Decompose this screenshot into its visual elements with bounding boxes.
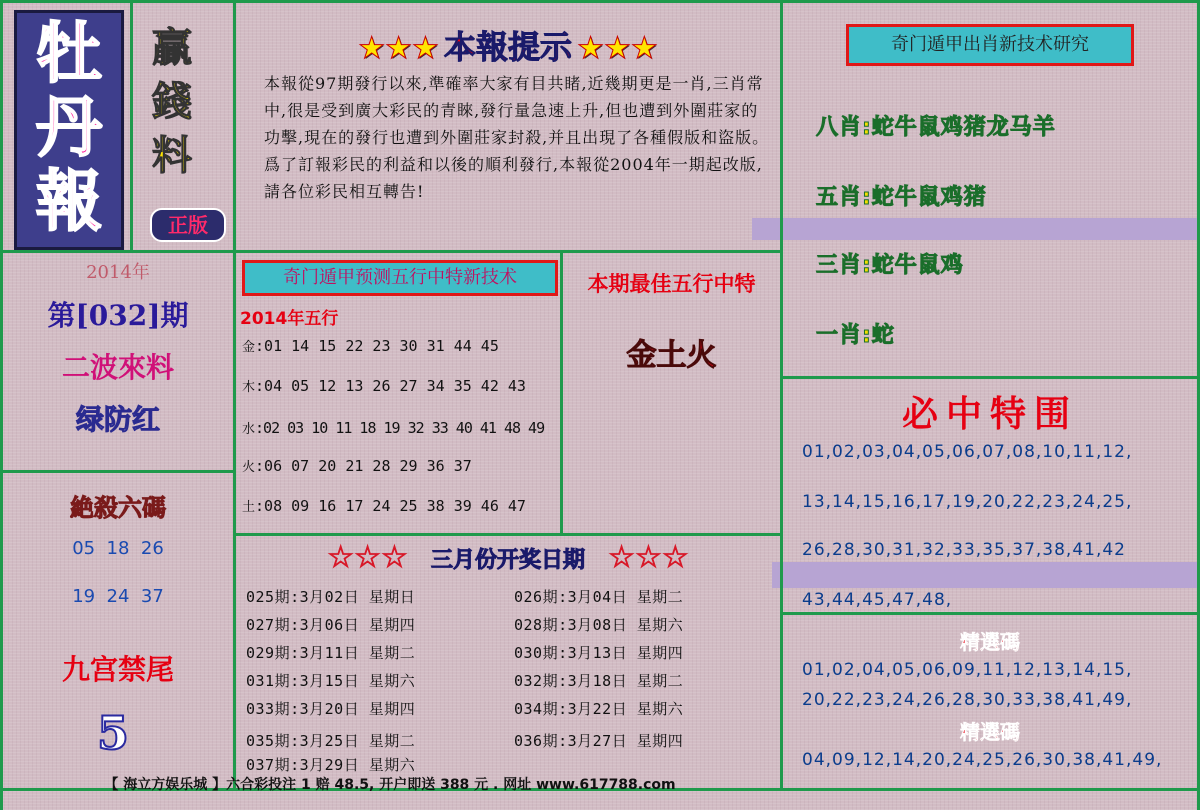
best-value: 金土火 — [626, 338, 717, 373]
schedule-title: 三月份开奖日期 — [430, 548, 585, 573]
wuxing-year-label: 2014年五行 — [240, 309, 339, 329]
special-title: 必中特围 — [901, 394, 1078, 435]
wuxing-box-label: 奇门遁甲预测五行中特新技术 — [242, 260, 558, 296]
schedule-row: 033期:3月20日 星期四 — [246, 700, 416, 718]
divider-h-left-2 — [0, 470, 236, 473]
wuxing-row-fire — [242, 456, 472, 475]
schedule-row: 026期:3月04日 星期二 — [514, 588, 684, 606]
schedule-row: 035期:3月25日 星期二 — [246, 732, 416, 750]
schedule-row: 032期:3月18日 星期二 — [514, 672, 684, 690]
schedule-row: 027期:3月06日 星期四 — [246, 616, 416, 634]
divider-h-mid-1 — [233, 250, 783, 253]
notice-stars-left: ★★★ — [358, 31, 439, 66]
masthead-side-char-2: 錢 — [152, 78, 192, 125]
notice-stars-right: ★★★ — [577, 31, 658, 66]
decor-band-right-top — [752, 218, 1200, 240]
schedule-row: 031期:3月15日 星期六 — [246, 672, 416, 690]
zodiac-eight: 八肖:蛇牛鼠鸡猪龙马羊 — [816, 115, 1056, 140]
best-title: 本期最佳五行中特 — [587, 272, 756, 296]
schedule-stars-left: ☆☆☆ — [327, 540, 408, 575]
special-row: 26,28,30,31,32,33,35,37,38,41,42 — [802, 540, 1126, 560]
tail-value: 5 — [96, 706, 129, 760]
edition-badge: 正版 — [150, 208, 226, 242]
decor-band-right-mid — [772, 562, 1200, 588]
special-row: 13,14,15,16,17,19,20,22,23,24,25, — [802, 492, 1133, 512]
kill-row-2: 19 24 37 — [72, 586, 164, 607]
schedule-row: 029期:3月11日 星期二 — [246, 644, 416, 662]
selected-row: 01,02,04,05,06,09,11,12,13,14,15, — [802, 660, 1133, 680]
tail-title: 九宫禁尾 — [61, 653, 174, 686]
notice-body: 本報從97期發行以來,準確率大家有目共睹,近幾期更是一肖,三肖常中,很是受到廣大彩民的青睞,發行量急速上升,但也遭到外圍莊家的功擊,現在的發行也遭到外圍莊家封殺,并且出現了各種假版和盜版。爲了訂報彩民的利益和以後的順利發行,本報從2004年一期起改版,請各位彩民相互轉告! — [264, 74, 770, 201]
wuxing-row-values: :08 09 16 17 24 25 38 39 46 47 — [255, 497, 526, 515]
wuxing-row-values: :06 07 20 21 28 29 36 37 — [255, 457, 472, 475]
issue-year: 2014年 — [86, 262, 150, 283]
wuxing-row-values: :04 05 12 13 26 27 34 35 42 43 — [255, 377, 526, 395]
masthead-logo — [14, 10, 124, 250]
wuxing-row-key: 木 — [242, 380, 256, 395]
issue-number: 第[032]期 — [47, 299, 189, 332]
wuxing-row-key: 金 — [242, 340, 256, 355]
schedule-stars-right: ☆☆☆ — [608, 540, 689, 575]
schedule-row: 037期:3月29日 星期六 — [246, 756, 416, 774]
schedule-row: 030期:3月13日 星期四 — [514, 644, 684, 662]
masthead-side-char-1: 贏 — [152, 24, 192, 71]
notice-title-row — [236, 22, 780, 68]
schedule-title-row — [236, 540, 780, 575]
zodiac-one: 一肖:蛇 — [816, 323, 895, 348]
kill-row-1: 05 18 26 — [72, 538, 164, 559]
selected-row: 04,09,12,14,20,24,25,26,30,38,41,49, — [802, 750, 1163, 770]
wuxing-row-values: :02 03 10 11 18 19 32 33 40 41 48 49 — [255, 419, 545, 437]
wave-label: 二波來料 — [61, 351, 174, 384]
schedule-row: 028期:3月08日 星期六 — [514, 616, 684, 634]
divider-h-right-2 — [780, 612, 1200, 615]
special-row: 01,02,03,04,05,06,07,08,10,11,12, — [802, 442, 1133, 462]
divider-h-mid-2 — [233, 533, 783, 536]
schedule-row: 025期:3月02日 星期日 — [246, 588, 416, 606]
wuxing-row-earth — [242, 496, 526, 515]
wuxing-row-metal — [242, 336, 499, 355]
selected-title-2: 精選碼 — [960, 720, 1020, 744]
masthead-side-char-3: 料 — [152, 132, 192, 179]
zodiac-three: 三肖:蛇牛鼠鸡 — [816, 253, 964, 278]
wuxing-row-key: 土 — [242, 500, 256, 515]
divider-h-left-1 — [0, 250, 236, 253]
footer-ad: 【 海立方娱乐城 】六合彩投注 1 赔 48.5, 开户即送 388 元 . 网址 www.617788.com — [104, 777, 676, 793]
logo-char-2: 丹 — [36, 89, 102, 166]
wuxing-row-key: 火 — [242, 460, 256, 475]
selected-row: 20,22,23,24,26,28,30,33,38,41,49, — [802, 690, 1133, 710]
schedule-row: 034期:3月22日 星期六 — [514, 700, 684, 718]
kill-title: 絶殺六碼 — [70, 493, 166, 522]
zodiac-five: 五肖:蛇牛鼠鸡猪 — [816, 185, 987, 210]
divider-v-logo — [130, 0, 133, 250]
wave-value: 绿防红 — [75, 403, 160, 436]
logo-char-1: 牡 — [36, 15, 102, 92]
selected-title-1: 精選碼 — [960, 630, 1020, 654]
special-row: 43,44,45,47,48, — [802, 590, 953, 610]
wuxing-row-key: 水 — [242, 422, 256, 437]
divider-h-right-1 — [780, 376, 1200, 379]
logo-char-3: 報 — [36, 163, 102, 240]
zodiac-box-label: 奇门遁甲出肖新技术研究 — [846, 24, 1134, 66]
wuxing-row-values: :01 14 15 22 23 30 31 44 45 — [255, 337, 499, 355]
schedule-row: 036期:3月27日 星期四 — [514, 732, 684, 750]
wuxing-row-wood — [242, 376, 526, 395]
border-top — [0, 0, 1200, 3]
notice-title: 本報提示 — [443, 28, 572, 66]
wuxing-row-water — [242, 418, 544, 437]
